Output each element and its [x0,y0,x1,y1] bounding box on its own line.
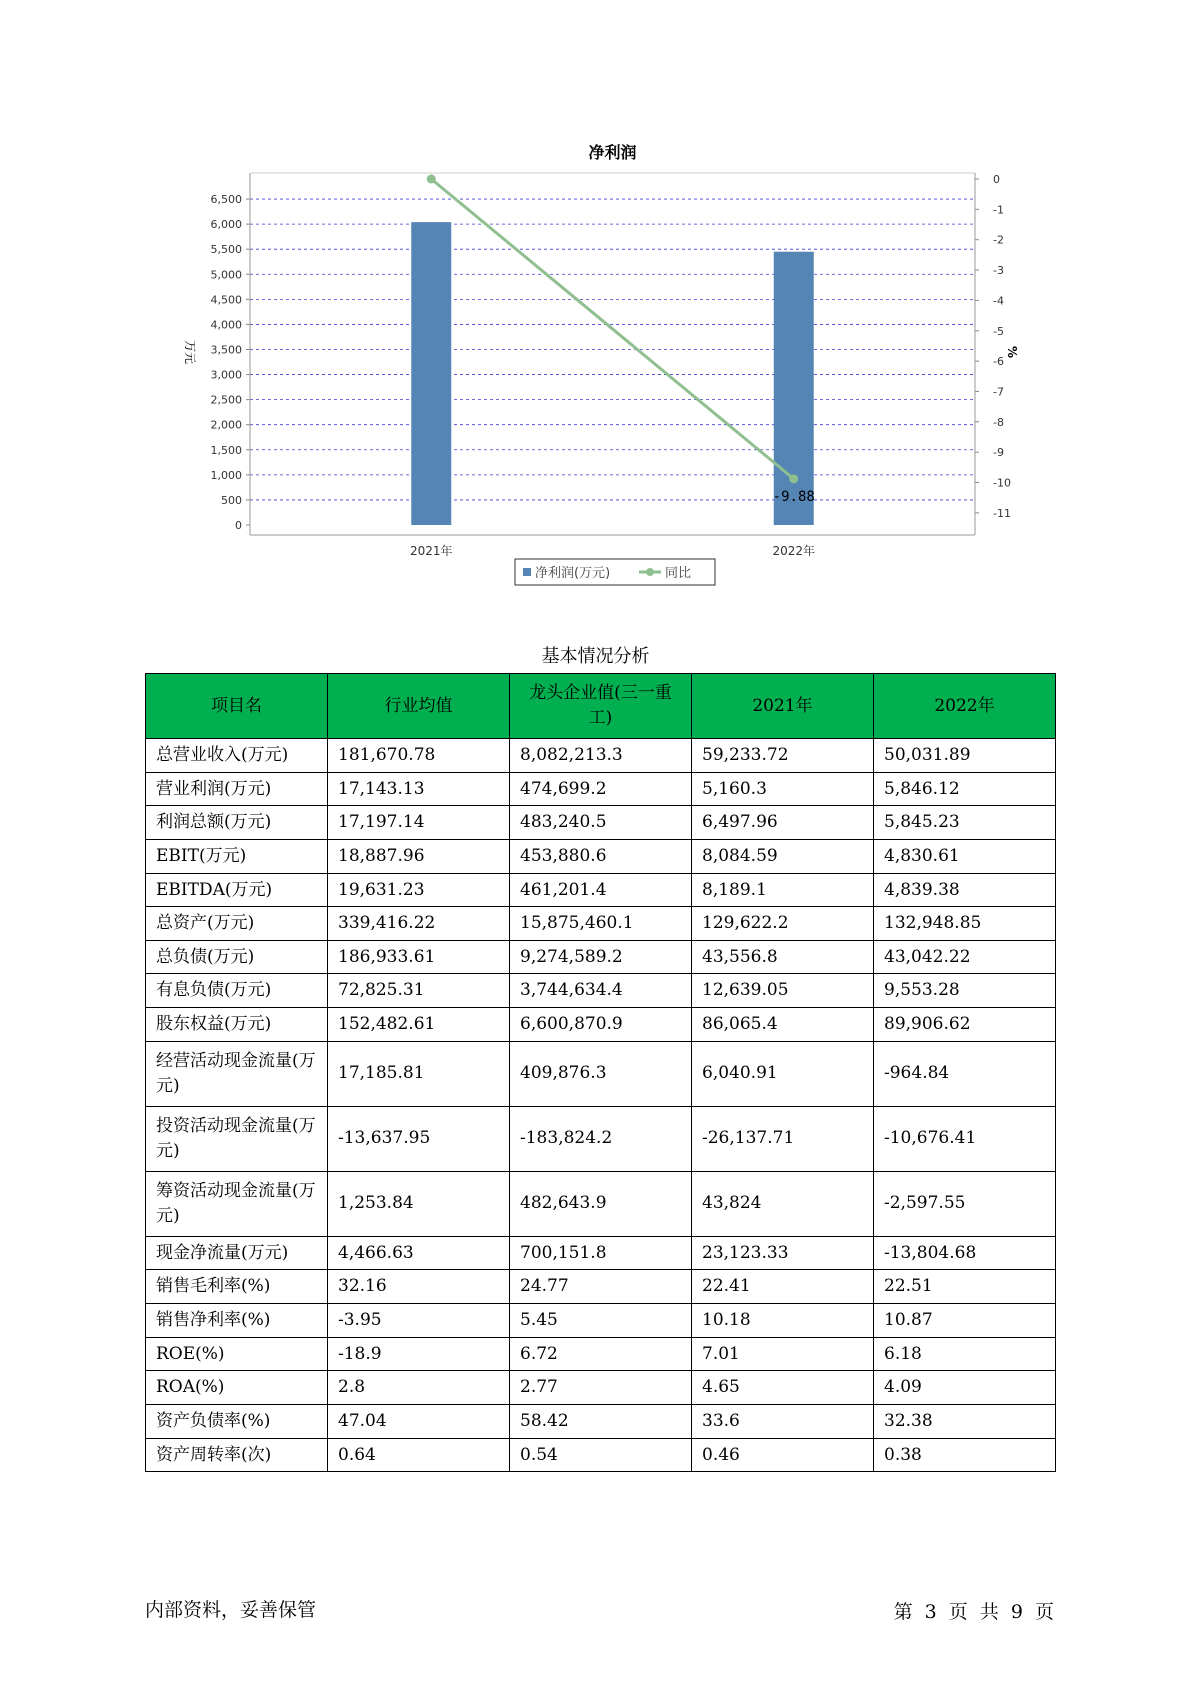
table-cell: 43,556.8 [692,940,874,974]
table-row [146,839,1056,873]
table-row [146,772,1056,806]
header-leader-value: 龙头企业值(三一重工) [510,674,692,739]
table-cell: 17,143.13 [328,772,510,806]
table-cell: 89,906.62 [874,1008,1056,1042]
y2-tick-label: -5 [993,324,1004,338]
table-row [146,1171,1056,1236]
table-cell: 483,240.5 [510,806,692,840]
table-cell: 453,880.6 [510,839,692,873]
table-cell: 15,875,460.1 [510,907,692,941]
row-label: 总资产(万元) [146,907,328,941]
table-cell: 0.54 [510,1438,692,1472]
table-cell: 24.77 [510,1270,692,1304]
table-cell: 474,699.2 [510,772,692,806]
table-row [146,907,1056,941]
table-cell: 409,876.3 [510,1041,692,1106]
y2-tick-label: 0 [993,173,1000,186]
table-cell: 4.65 [692,1371,874,1405]
y-tick-label: 5,000 [210,268,242,282]
table-cell: 58.42 [510,1404,692,1438]
table-row [146,1236,1056,1270]
table-cell: 3,744,634.4 [510,974,692,1008]
header-item-name: 项目名 [146,674,328,739]
table-cell: 6,497.96 [692,806,874,840]
chart-title: 净利润 [588,143,637,162]
table-cell: -183,824.2 [510,1106,692,1171]
table-cell: 0.46 [692,1438,874,1472]
row-label: 销售毛利率(%) [146,1270,328,1304]
footer-page-number: 第 3 页 共 9 页 [893,1601,1054,1623]
table-cell: 8,189.1 [692,873,874,907]
table-cell: -2,597.55 [874,1171,1056,1236]
row-label: 总负债(万元) [146,940,328,974]
row-label: EBITDA(万元) [146,873,328,907]
header-industry-avg: 行业均值 [328,674,510,739]
bar-net-profit [774,252,814,525]
y-tick-label: 3,000 [210,368,242,382]
table-row [146,1337,1056,1371]
row-label: 营业利润(万元) [146,772,328,806]
y-tick-label: 1,000 [210,468,242,482]
table-cell: 32.38 [874,1404,1056,1438]
table-cell: 461,201.4 [510,873,692,907]
table-cell: 23,123.33 [692,1236,874,1270]
row-label: ROA(%) [146,1371,328,1405]
row-label: 有息负债(万元) [146,974,328,1008]
table-row [146,1404,1056,1438]
data-label-yoy: -9.88 [772,488,815,505]
table-cell: 22.51 [874,1270,1056,1304]
y2-axis-title: % [1005,345,1019,359]
y2-tick-label: -2 [993,233,1004,247]
table-cell: 5,846.12 [874,772,1056,806]
row-label: 资产周转率(次) [146,1438,328,1472]
y2-tick-label: -1 [993,203,1004,217]
basic-analysis-table [145,673,1056,1472]
table-cell: 181,670.78 [328,739,510,773]
row-label: 筹资活动现金流量(万元) [146,1171,328,1236]
table-cell: 19,631.23 [328,873,510,907]
table-row [146,940,1056,974]
header-2021: 2021年 [692,674,874,739]
table-cell: 32.16 [328,1270,510,1304]
table-cell: 59,233.72 [692,739,874,773]
legend-swatch-net-profit [523,568,531,576]
y2-tick-label: -7 [993,385,1004,399]
table-cell: 8,082,213.3 [510,739,692,773]
table-cell: 22.41 [692,1270,874,1304]
net-profit-chart [150,135,1040,595]
y2-tick-label: -4 [993,294,1004,308]
y-tick-label: 5,500 [210,243,242,257]
chart-canvas [150,135,1040,595]
table-cell: 6,040.91 [692,1041,874,1106]
table-cell: -13,637.95 [328,1106,510,1171]
row-label: 经营活动现金流量(万元) [146,1041,328,1106]
table-cell: 7.01 [692,1337,874,1371]
table-cell: 50,031.89 [874,739,1056,773]
y2-tick-label: -8 [993,415,1004,429]
legend-marker-yoy [646,568,654,576]
y-tick-label: 4,000 [210,318,242,332]
table-cell: 17,197.14 [328,806,510,840]
y-tick-label: 3,500 [210,343,242,357]
table-row [146,1008,1056,1042]
y-tick-label: 1,500 [210,443,242,457]
table-cell: 18,887.96 [328,839,510,873]
legend-label-yoy: 同比 [665,566,692,581]
table-cell: 186,933.61 [328,940,510,974]
y-tick-label: 2,500 [210,393,242,407]
line-point-yoy [427,175,436,184]
y2-tick-label: -3 [993,264,1004,278]
table-cell: 339,416.22 [328,907,510,941]
y-tick-label: 4,500 [210,293,242,307]
y-axis-title: 万元 [183,339,197,365]
row-label: 股东权益(万元) [146,1008,328,1042]
y2-tick-label: -10 [993,476,1011,490]
bar-net-profit [411,222,451,525]
table-cell: 6.18 [874,1337,1056,1371]
table-cell: 17,185.81 [328,1041,510,1106]
row-label: 总营业收入(万元) [146,739,328,773]
y2-tick-label: -11 [993,506,1011,520]
y-tick-label: 6,000 [210,218,242,232]
table-cell: 9,274,589.2 [510,940,692,974]
table-cell: 9,553.28 [874,974,1056,1008]
table-header-row [146,674,1056,739]
table-cell: 4,466.63 [328,1236,510,1270]
table-cell: 43,042.22 [874,940,1056,974]
table-row [146,806,1056,840]
header-2022: 2022年 [874,674,1056,739]
y-tick-label: 500 [221,493,242,507]
table-cell: 4.09 [874,1371,1056,1405]
table-cell: -10,676.41 [874,1106,1056,1171]
table-caption: 基本情况分析 [541,646,650,667]
table-cell: 5,160.3 [692,772,874,806]
table-row [146,974,1056,1008]
row-label: 销售净利率(%) [146,1304,328,1338]
table-cell: -3.95 [328,1304,510,1338]
row-label: 资产负债率(%) [146,1404,328,1438]
table-cell: 4,830.61 [874,839,1056,873]
table-cell: -964.84 [874,1041,1056,1106]
y-tick-label: 0 [235,519,242,532]
table-cell: 0.64 [328,1438,510,1472]
table-cell: 6.72 [510,1337,692,1371]
row-label: 利润总额(万元) [146,806,328,840]
table-cell: 2.8 [328,1371,510,1405]
line-point-yoy [789,474,798,483]
x-tick-label: 2022年 [772,544,816,558]
table-cell: 2.77 [510,1371,692,1405]
table-cell: 5,845.23 [874,806,1056,840]
y2-tick-label: -6 [993,355,1004,369]
x-tick-label: 2021年 [409,544,453,558]
table-row [146,873,1056,907]
table-cell: 4,839.38 [874,873,1056,907]
table-cell: -13,804.68 [874,1236,1056,1270]
table-cell: 5.45 [510,1304,692,1338]
table-cell: 132,948.85 [874,907,1056,941]
table-cell: 6,600,870.9 [510,1008,692,1042]
row-label: 现金净流量(万元) [146,1236,328,1270]
legend-label-net-profit: 净利润(万元) [535,566,611,581]
row-label: 投资活动现金流量(万元) [146,1106,328,1171]
table-cell: 152,482.61 [328,1008,510,1042]
table-cell: 0.38 [874,1438,1056,1472]
table-row [146,1106,1056,1171]
table-cell: -18.9 [328,1337,510,1371]
table-body [146,739,1056,1472]
table-cell: 12,639.05 [692,974,874,1008]
table-cell: 33.6 [692,1404,874,1438]
table-cell: 10.87 [874,1304,1056,1338]
table-row [146,1371,1056,1405]
table-row [146,1270,1056,1304]
table-row [146,739,1056,773]
footer-confidential-note: 内部资料，妥善保管 [145,1599,317,1621]
row-label: ROE(%) [146,1337,328,1371]
table-row [146,1304,1056,1338]
table-cell: 43,824 [692,1171,874,1236]
y-tick-label: 6,500 [210,193,242,207]
table-cell: 86,065.4 [692,1008,874,1042]
table-cell: 8,084.59 [692,839,874,873]
table-cell: 72,825.31 [328,974,510,1008]
y2-tick-label: -9 [993,446,1004,460]
table-cell: 1,253.84 [328,1171,510,1236]
table-cell: 10.18 [692,1304,874,1338]
table-cell: -26,137.71 [692,1106,874,1171]
table-cell: 47.04 [328,1404,510,1438]
table-row [146,1041,1056,1106]
row-label: EBIT(万元) [146,839,328,873]
table-row [146,1438,1056,1472]
y-tick-label: 2,000 [210,418,242,432]
table-cell: 700,151.8 [510,1236,692,1270]
table-cell: 129,622.2 [692,907,874,941]
table-cell: 482,643.9 [510,1171,692,1236]
